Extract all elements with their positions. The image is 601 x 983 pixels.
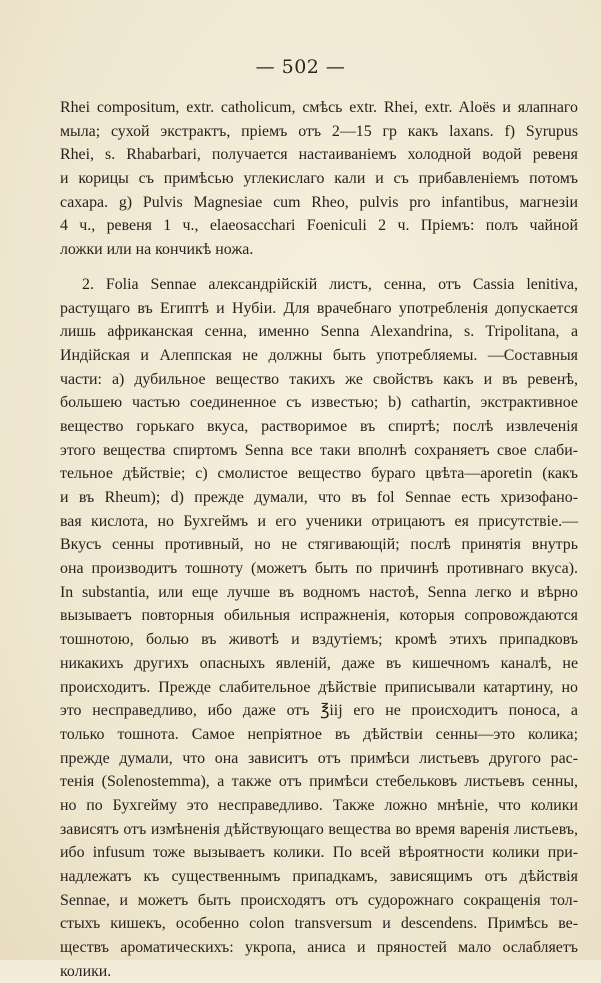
text-line: растущаго въ Египтѣ и Нубіи. Для врачебнаго употребленія допускается	[60, 299, 578, 317]
page-number: — 502 —	[255, 56, 346, 78]
text-line: Rhei compositum, extr. catholicum, смѣсь extr. Rhei, extr. Aloës и ялапнаго	[60, 99, 578, 116]
paragraph-folia-sennae	[60, 273, 578, 983]
text-line: стыхъ кишекъ, особенно colon transversum и descendens. Примѣсь ве-	[60, 915, 578, 933]
text-line: ложки или на кончикѣ ножа.	[60, 241, 254, 259]
text-line: зависятъ отъ измѣненія дѣйствующаго вещества во время варенія листьевъ,	[60, 820, 578, 838]
text-line: и корицы съ примѣсью углекислаго кали и съ прибавленіемъ потомъ	[60, 170, 578, 188]
text-line: In substantia, или еще лучше въ водномъ настоѣ, Senna легко и вѣрно	[60, 583, 578, 601]
text-line: но по Бухгейму это несправедливо. Также ложно мнѣніе, что колики	[60, 796, 578, 814]
text-line: надлежатъ къ существеннымъ припадкамъ, зависящимъ отъ дѣйствія	[60, 868, 578, 885]
text-line: вещество горькаго вкуса, растворимое въ спиртѣ; послѣ извлеченія	[60, 417, 578, 435]
text-line: колики.	[60, 962, 112, 980]
text-line: лишь африканская сенна, именно Senna Alexandrina, s. Tripolitana, а	[60, 323, 578, 341]
text-line: происходитъ. Прежде слабительное дѣйствіе приписывали катартину, но	[60, 678, 578, 696]
text-line: Sennae, и можетъ быть происходятъ отъ судорожнаго сокращенія тол-	[60, 891, 578, 909]
text-line: 2. Folia Sennae александрійскій листъ, сенна, отъ Cassia lenitiva,	[82, 275, 578, 293]
text-line: 4 ч., ревеня 1 ч., elaeosacchari Foeniculi 2 ч. Пріемъ: полъ чайной	[60, 217, 578, 235]
text-line: мыла; сухой экстрактъ, пріемъ отъ 2—15 гр какъ laxans. f) Syrupus	[60, 122, 578, 140]
text-line: большею частью соединенное съ известью; b) cathartin, экстрактивное	[60, 394, 578, 412]
text-line: Rhei, s. Rhabarbari, получается настаиваніемъ холодной водой ревеня	[60, 146, 578, 164]
text-line: этого вещества спиртомъ Senna все таки вполнѣ сохраняетъ свое слаби-	[60, 441, 578, 459]
text-line: Индійская и Алеппская не должны быть употребляемы. —Составныя	[60, 346, 578, 364]
text-line: это несправедливо, ибо даже отъ ℥iij его не происходитъ поноса, а	[60, 702, 578, 720]
text-line: тошнотою, болью въ животѣ и вздутіемъ; кромѣ этихъ припадковъ	[60, 631, 578, 649]
text-line: и въ Rheum); d) прежде думали, что въ fol Sennae есть хризофано-	[60, 489, 578, 506]
text-line: ибо infusum тоже вызываетъ колики. По всей вѣроятности колики при-	[60, 844, 578, 862]
text-line: тенія (Solenostemma), а также отъ примѣси стебельковъ листьевъ сенны,	[60, 773, 578, 791]
text-line: сахара. g) Pulvis Magnesiae cum Rheo, pulvis pro infantibus, магнезіи	[60, 193, 578, 211]
text-line: вая кислота, но Бухгеймъ и его ученики отрицаютъ ея присутствіе.—	[60, 512, 578, 530]
text-line: она производитъ тошноту (можетъ быть по причинѣ противнаго вкуса).	[60, 560, 578, 578]
text-line: прежде думали, что она зависитъ отъ примѣси листьевъ другого рас-	[60, 749, 578, 767]
text-line: Вкусъ сенны противный, но не стягивающій; послѣ принятія внутрь	[60, 536, 578, 554]
body-text	[60, 96, 578, 983]
text-line: части: а) дубильное вещество такихъ же свойствъ какъ и въ ревенѣ,	[60, 370, 578, 388]
text-line: ществъ ароматическихъ: укропа, аниса и пряностей мало ослабляетъ	[60, 939, 578, 957]
text-line: никакихъ другихъ опасныхъ явленій, даже въ кишечномъ каналѣ, не	[60, 654, 578, 672]
paragraph-rhei-preparations	[60, 96, 578, 262]
text-line: вызываетъ повторныя обильныя испражненія, которыя сопровождаются	[60, 607, 578, 625]
text-line: тельное дѣйствіе; c) смолистое вещество бураго цвѣта—aporetin (какъ	[60, 465, 578, 483]
text-line: только тошнота. Самое непріятное въ дѣйствіи сенны—это колика;	[60, 725, 578, 743]
